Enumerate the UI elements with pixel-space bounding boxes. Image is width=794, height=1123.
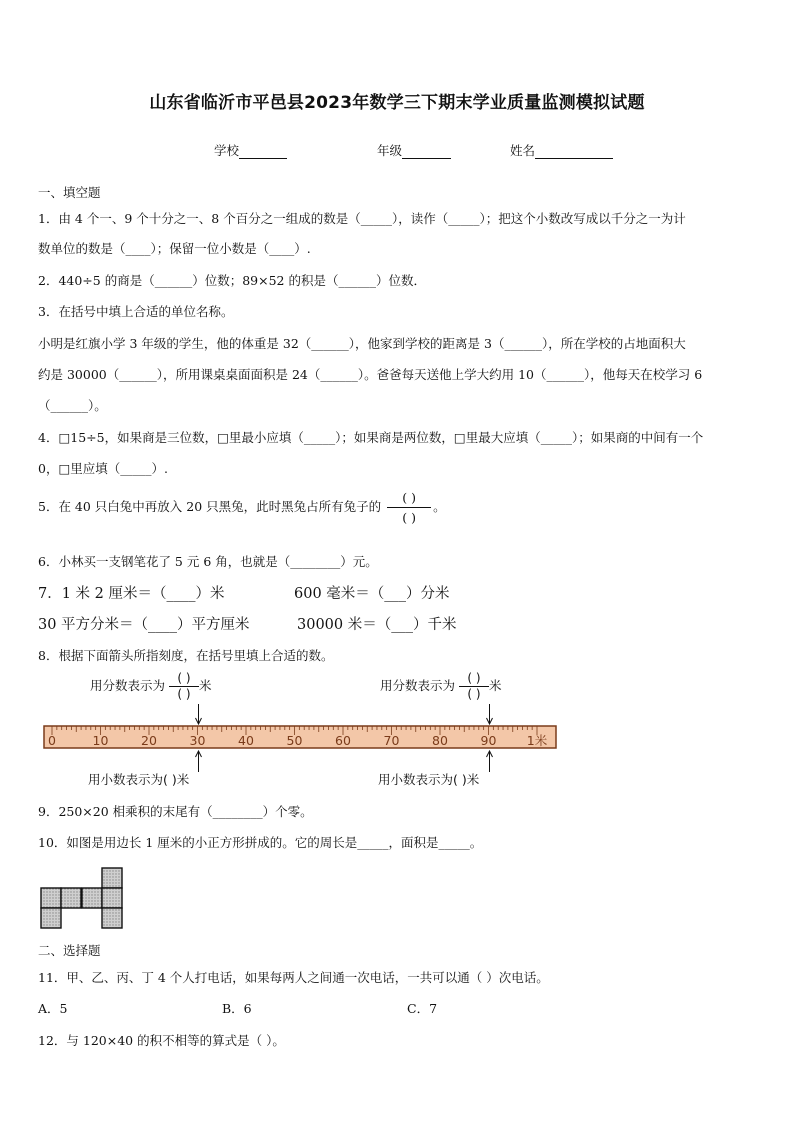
school-blank[interactable] xyxy=(239,145,287,159)
ruler-tick-label: 50 xyxy=(286,733,303,748)
question-7d: 30000 米＝（___）千米 xyxy=(297,617,457,633)
name-field[interactable]: 姓名 xyxy=(510,141,613,159)
grid-square xyxy=(102,908,122,928)
question-4-line-1: 4．□15÷5，如果商是三位数，□里最小应填（_____）；如果商是两位数，□里最大应填（_____）；如果商的中间有一个 xyxy=(38,430,704,445)
question-10: 10．如图是用边长 1 厘米的小正方形拼成的。它的周长是_____，面积是_____。 xyxy=(38,835,483,850)
question-1-line-2: 数单位的数是（____）；保留一位小数是（____）. xyxy=(38,241,311,256)
ruler-tick-label: 0 xyxy=(48,733,56,748)
question-7a: 7．1 米 2 厘米＝（____）米 xyxy=(38,586,225,602)
question-3-line-2: 小明是红旗小学 3 年级的学生，他的体重是 32（______），他家到学校的距离是 3（______），所在学校的占地面积大 xyxy=(38,336,686,351)
page-title: 山东省临沂市平邑县2023年数学三下期末学业质量监测模拟试题 xyxy=(149,93,645,113)
grade-blank[interactable] xyxy=(402,145,451,159)
question-3-line-3: 约是 30000（______），所用课桌桌面面积是 24（______）。爸爸每天送他上学大约用 10（______），他每天在校学习 6 xyxy=(38,367,703,382)
grid-square xyxy=(41,908,61,928)
question-1-line-1: 1．由 4 个一、9 个十分之一、8 个百分之一组成的数是（_____），读作（_____）；把这个小数改写成以千分之一为计 xyxy=(38,211,686,226)
fraction-blank-right[interactable]: ( ) ( ) xyxy=(459,672,489,701)
school-field[interactable]: 学校 xyxy=(214,141,287,159)
ruler-tick-label: 70 xyxy=(383,733,400,748)
grid-square xyxy=(61,888,81,908)
question-2: 2．440÷5 的商是（______）位数；89×52 的积是（______）位数． xyxy=(38,273,426,288)
grade-field[interactable]: 年级 xyxy=(377,141,451,159)
ruler-tick-label: 30 xyxy=(189,733,206,748)
question-7c: 30 平方分米＝（____）平方厘米 xyxy=(38,617,250,633)
fraction-label-left: 用分数表示为 ( ) ( )米 xyxy=(90,671,212,701)
ruler-tick-label: 40 xyxy=(238,733,254,748)
question-11: 11．甲、乙、丙、丁 4 个人打电话，如果每两人之间通一次电话，一共可以通（ ）次电话。 xyxy=(38,970,549,985)
question-7b: 600 毫米＝（___）分米 xyxy=(294,586,450,602)
grid-square xyxy=(41,888,61,908)
decimal-blank-left[interactable]: ( ) xyxy=(163,772,177,787)
question-6: 6．小林买一支钢笔花了 5 元 6 角，也就是（________）元。 xyxy=(38,554,378,569)
ruler-tick-label: 80 xyxy=(432,733,448,748)
fraction-label-right: 用分数表示为 ( ) ( )米 xyxy=(380,671,502,701)
ruler-tick-label: 20 xyxy=(141,733,157,748)
q11-option-c[interactable]: C．7 xyxy=(407,1001,438,1016)
grid-square xyxy=(102,888,122,908)
square-shape-figure xyxy=(40,867,124,929)
name-blank[interactable] xyxy=(535,145,613,159)
fraction-blank-left[interactable]: ( ) ( ) xyxy=(169,672,199,701)
question-12: 12．与 120×40 的积不相等的算式是（ ）。 xyxy=(38,1033,285,1048)
decimal-label-right: 用小数表示为( )米 xyxy=(378,772,480,787)
ruler-tick-label: 1米 xyxy=(526,733,548,748)
question-8: 8．根据下面箭头所指刻度，在括号里填上合适的数。 xyxy=(38,648,334,663)
question-3-line-4: （______）。 xyxy=(38,398,107,413)
section-fill-blank: 一、填空题 xyxy=(38,185,101,200)
question-5: 5．在 40 只白兔中再放入 20 只黑兔，此时黑兔占所有兔子的 $\frac{( )}{( )}$ 。 xyxy=(38,490,446,525)
section-choice: 二、选择题 xyxy=(38,943,101,958)
question-4-line-2: 0，□里应填（_____）. xyxy=(38,461,168,476)
ruler-tick-label: 60 xyxy=(335,733,351,748)
question-9: 9．250×20 相乘积的末尾有（________）个零。 xyxy=(38,804,313,819)
decimal-label-left: 用小数表示为( )米 xyxy=(88,772,190,787)
fraction-answer[interactable]: $\frac{( )}{( )}$ xyxy=(387,490,431,525)
grid-square xyxy=(102,868,122,888)
q11-option-a[interactable]: A．5 xyxy=(38,1001,68,1016)
decimal-blank-right[interactable]: ( ) xyxy=(453,772,467,787)
ruler-tick-label: 90 xyxy=(480,733,497,748)
question-3-line-1: 3．在括号中填上合适的单位名称。 xyxy=(38,304,234,319)
q11-option-b[interactable]: B．6 xyxy=(222,1001,252,1016)
grid-square xyxy=(82,888,102,908)
ruler-tick-label: 10 xyxy=(92,733,109,748)
